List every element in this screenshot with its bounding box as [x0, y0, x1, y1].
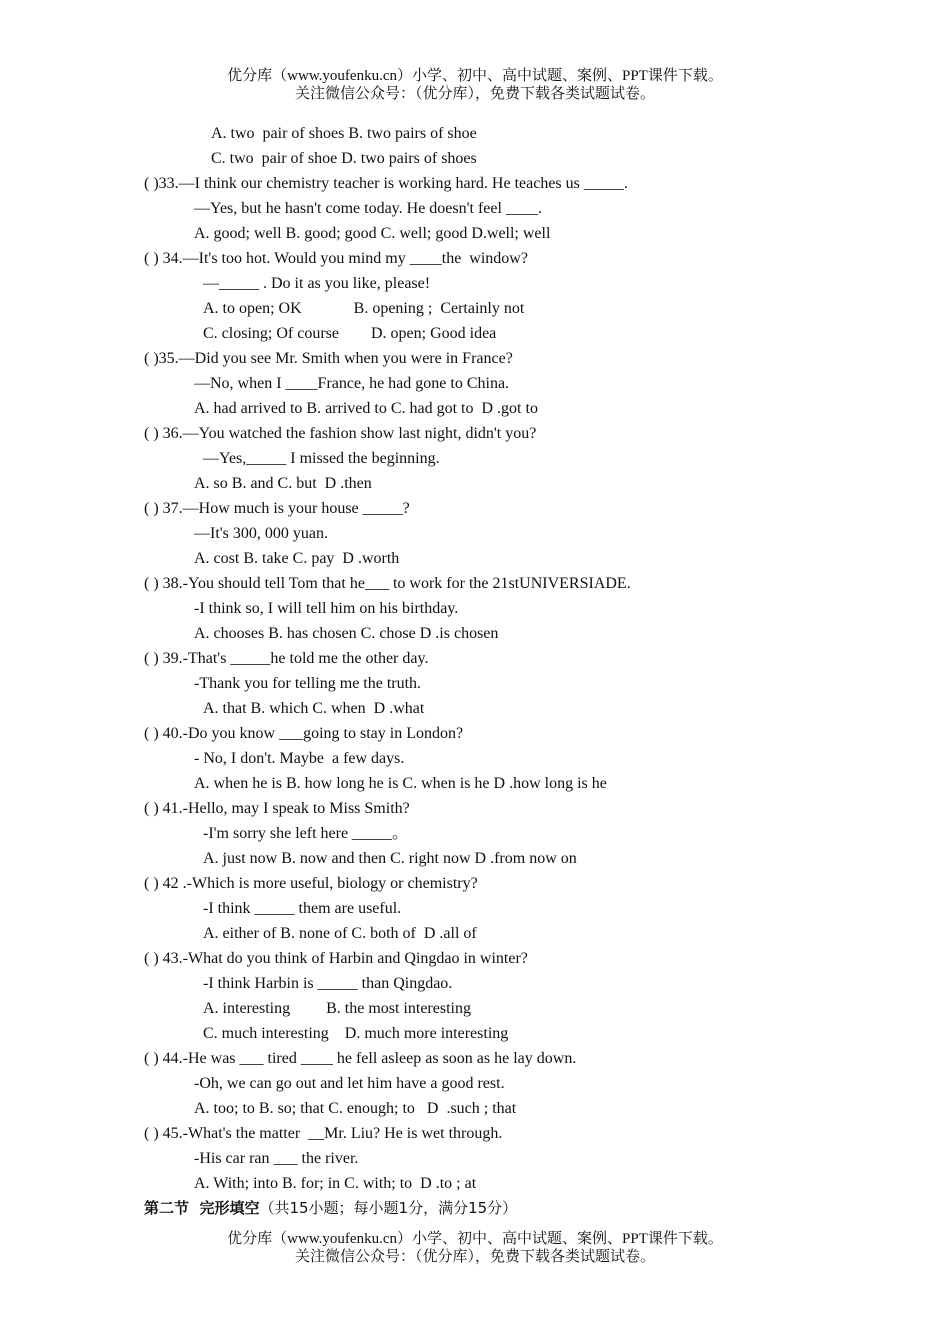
option-line: A. interesting B. the most interesting [203, 1000, 471, 1017]
page-footer [0, 1230, 950, 1266]
question-44: ( ) 44.-He was ___ tired ____ he fell asleep as soon as he lay down. [144, 1050, 577, 1067]
option-line: A. to open; OK B. opening ; Certainly not [203, 300, 525, 317]
page-header [0, 67, 950, 103]
option-line: A. chooses B. has chosen C. chose D .is chosen [194, 625, 499, 642]
question-40: ( ) 40.-Do you know ___going to stay in London? [144, 725, 464, 742]
dialog-line: -Thank you for telling me the truth. [194, 675, 422, 692]
question-43: ( ) 43.-What do you think of Harbin and Qingdao in winter? [144, 950, 528, 967]
dialog-line: -I think Harbin is _____ than Qingdao. [203, 975, 453, 992]
dialog-line: —It's 300, 000 yuan. [194, 525, 328, 542]
option-line: A. so B. and C. but D .then [194, 475, 372, 492]
option-line: A. good; well B. good; good C. well; good D.well; well [194, 225, 551, 242]
question-38: ( ) 38.-You should tell Tom that he___ to work for the 21stUNIVERSIADE. [144, 575, 631, 592]
footer-line-2: 关注微信公众号：（优分库），免费下载各类试题试卷。 [294, 1249, 655, 1265]
dialog-line: -I'm sorry she left here _____。 [203, 825, 409, 842]
option-line: A. when he is B. how long he is C. when is he D .how long is he [194, 775, 607, 792]
dialog-line: -I think so, I will tell him on his birthday. [194, 600, 459, 617]
question-45: ( ) 45.-What's the matter __Mr. Liu? He is wet through. [144, 1125, 503, 1142]
question-39: ( ) 39.-That's _____he told me the other day. [144, 650, 429, 667]
question-35: ( )35.—Did you see Mr. Smith when you were in France? [144, 350, 513, 367]
option-line: A. either of B. none of C. both of D .all of [203, 925, 477, 942]
dialog-line: -I think _____ them are useful. [203, 900, 402, 917]
dialog-line: -Oh, we can go out and let him have a good rest. [194, 1075, 505, 1092]
section-heading [144, 1198, 517, 1218]
option-line: A. had arrived to B. arrived to C. had got to D .got to [194, 400, 538, 417]
header-line-2: 关注微信公众号：（优分库），免费下载各类试题试卷。 [294, 86, 655, 102]
option-line: C. much interesting D. much more interesting [203, 1025, 509, 1042]
option-line: A. that B. which C. when D .what [203, 700, 425, 717]
question-42: ( ) 42 .-Which is more useful, biology or chemistry? [144, 875, 478, 892]
option-line: A. With; into B. for; in C. with; to D .to ; at [194, 1175, 477, 1192]
question-36: ( ) 36.—You watched the fashion show last night, didn't you? [144, 425, 537, 442]
option-line: C. closing; Of course D. open; Good idea [203, 325, 497, 342]
option-line: A. two pair of shoes B. two pairs of shoe [211, 125, 477, 142]
dialog-line: —Yes, but he hasn't come today. He doesn't feel ____. [194, 200, 542, 217]
question-33: ( )33.—I think our chemistry teacher is working hard. He teaches us _____. [144, 175, 628, 192]
option-line: C. two pair of shoe D. two pairs of shoes [211, 150, 477, 167]
dialog-line: - No, I don't. Maybe a few days. [194, 750, 405, 767]
question-37: ( ) 37.—How much is your house _____? [144, 500, 410, 517]
option-line: A. too; to B. so; that C. enough; to D .such ; that [194, 1100, 517, 1117]
section-title: 第二节 完形填空 [144, 1199, 260, 1217]
footer-line-1: 优分库（www.youfenku.cn）小学、初中、高中试题、案例、PPT课件下载。 [227, 1231, 723, 1247]
dialog-line: —Yes,_____ I missed the beginning. [203, 450, 440, 467]
question-34: ( ) 34.—It's too hot. Would you mind my ____the window? [144, 250, 528, 267]
question-41: ( ) 41.-Hello, may I speak to Miss Smith? [144, 800, 410, 817]
dialog-line: —_____ . Do it as you like, please! [203, 275, 431, 292]
header-line-1: 优分库（www.youfenku.cn）小学、初中、高中试题、案例、PPT课件下载。 [227, 68, 723, 84]
option-line: A. just now B. now and then C. right now D .from now on [203, 850, 577, 867]
dialog-line: —No, when I ____France, he had gone to China. [194, 375, 510, 392]
section-note: （共15小题；每小题1分，满分15分） [259, 1199, 518, 1217]
option-line: A. cost B. take C. pay D .worth [194, 550, 400, 567]
dialog-line: -His car ran ___ the river. [194, 1150, 359, 1167]
